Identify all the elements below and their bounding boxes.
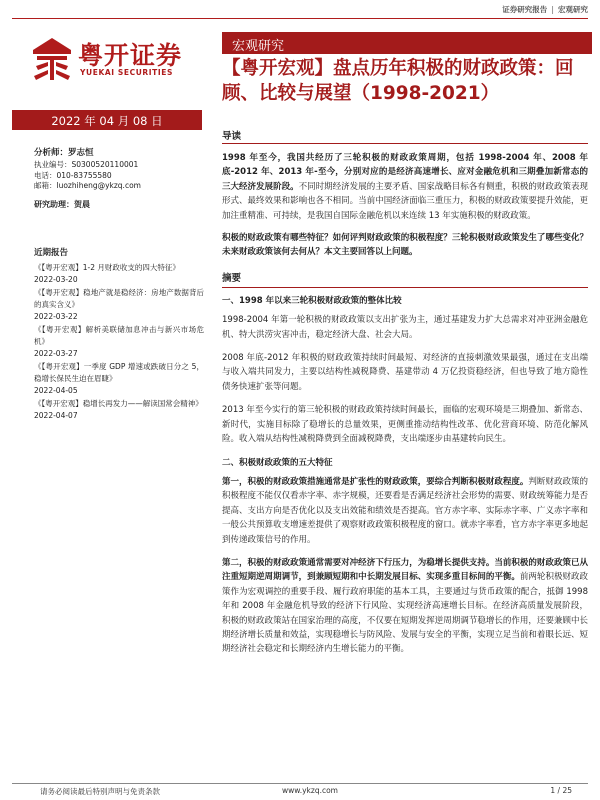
report-tags bbox=[502, 4, 588, 15]
section-heading-2: 二、积极财政政策的五大特征 bbox=[222, 457, 333, 468]
logo-chinese-name: 粤开证券 bbox=[78, 41, 183, 70]
section-heading-daodu: 导读 bbox=[222, 131, 242, 142]
logo-english-name: YUEKAI SECURITIES bbox=[80, 68, 173, 77]
recent-report-item[interactable] bbox=[34, 398, 204, 422]
logo-mark-icon bbox=[30, 36, 74, 82]
lead-text: 不同时期经济发展的主要矛盾、国家战略目标各有侧重，积极的财政政策表现形式、最终效果和影响也各不相同。当前中国经济面临三重压力，积极的财政政策要提升效能，更加注重精准、可持续，是我国自国际金融危机以来连续 13 年实施积极的财政政策。 bbox=[222, 181, 588, 221]
analyst-name: 分析师：罗志恒 bbox=[34, 148, 94, 158]
recent-report-item[interactable] bbox=[34, 262, 204, 286]
paragraph-4 bbox=[222, 475, 588, 547]
footer-website[interactable]: www.ykzq.com bbox=[282, 786, 338, 795]
category-banner: 宏观研究 bbox=[222, 32, 592, 54]
recent-report-item[interactable] bbox=[34, 324, 204, 360]
paragraph-5-text: 前两轮积极财政政策作为宏观调控的重要手段、履行政府职能的基本工具，主要通过与货币政策的配合，抵御 1998 年和 2008 年金融危机导致的经济下行风险、实现经济高速增长目标。在经济高质量发展阶段，积极的财政政策站在国家治理的高度，不仅要在短期发挥逆周期调节稳增长的作用，还要兼顾中长期经济增长质量和效益，实现稳增长与防风险、发展与安全的平衡，实现立足当前和着眼长远、短期经济社会稳定和长期经济内生增长能力的平衡。 bbox=[222, 572, 588, 655]
recent-report-date: 2022-03-27 bbox=[34, 348, 78, 358]
company-logo bbox=[30, 36, 210, 86]
recent-report-title: 《【粤开宏观】一季度 GDP 增速或跌破日分之 5，稳增长保民生迫在眉睫》 bbox=[34, 361, 204, 383]
lead-paragraph bbox=[222, 151, 588, 223]
paragraph-5 bbox=[222, 556, 588, 657]
recent-report-title: 《【粤开宏观】1-2 月财政收支的四大特征》 bbox=[34, 262, 180, 272]
sidebar bbox=[34, 146, 204, 423]
key-questions: 积极的财政政策有哪些特征？如何评判财政政策的积极程度？三轮积极财政政策发生了哪些变化？未来财政政策该何去何从？本文主要回答以上问题。 bbox=[222, 233, 588, 258]
recent-report-title: 《【粤开宏观】解析美联储加息冲击与新兴市场危机》 bbox=[34, 324, 204, 346]
report-title: 【粤开宏观】盘点历年积极的财政政策：回顾、比较与展望（1998-2021） bbox=[222, 58, 574, 104]
paragraph-4-text: 判断财政政策的积极程度不能仅仅看赤字率、赤字规模，还要看是否满足经济社会形势的需要、财政统筹能力是否提高、支出方向是否优化以及支出效能和绩效是否提高。官方赤字率、实际赤字率、广义赤字率和一般公共预算收支增速差提供了观察财政政策积极程度的窗口。就赤字率看，官方赤字率更多地起到传递政策信号的作用。 bbox=[222, 476, 588, 545]
category-tag: 宏观研究 bbox=[558, 5, 588, 14]
daodu-rule bbox=[222, 143, 588, 144]
section-heading-1: 一、1998 年以来三轮积极财政政策的整体比较 bbox=[222, 295, 402, 306]
report-date: 2022 年 04 月 08 日 bbox=[12, 110, 202, 130]
top-rule bbox=[12, 18, 588, 19]
recent-report-title: 《【粤开宏观】稳地产就是稳经济：房地产数据背后的真实含义》 bbox=[34, 287, 204, 309]
recent-report-item[interactable] bbox=[34, 287, 204, 323]
analyst-cert: 执业编号：S0300520110001 bbox=[34, 160, 139, 169]
section-heading-zhaiyao: 摘要 bbox=[222, 272, 242, 284]
tag-separator: | bbox=[551, 5, 554, 14]
paragraph-4-bold: 第一，积极的财政政策措施通常是扩张性的财政政策，要综合判断积极财政程度。 bbox=[222, 476, 529, 487]
recent-report-title: 《【粤开宏观】稳增长再发力——解读国常会精神》 bbox=[34, 398, 203, 408]
footer-disclaimer: 请务必阅读最后特别声明与免责条款 bbox=[40, 787, 160, 796]
recent-report-date: 2022-03-22 bbox=[34, 311, 78, 321]
footer-rule bbox=[12, 783, 588, 784]
recent-report-date: 2022-03-20 bbox=[34, 274, 78, 284]
recent-reports-heading: 近期报告 bbox=[34, 247, 69, 258]
paragraph-1: 1998-2004 年第一轮积极的财政政策以支出扩张为主，通过基建发力扩大总需求对冲亚洲金融危机、特大洪涝灾害冲击，稳定经济大盘、社会大局。 bbox=[222, 315, 588, 340]
main-content bbox=[222, 151, 588, 666]
top-header bbox=[0, 0, 600, 22]
recent-report-item[interactable] bbox=[34, 361, 204, 397]
paragraph-5-bold: 第二，积极的财政政策通常需要对冲经济下行压力，为稳增长提供支持。当前积极的财政政策已从注重短期逆周期调节，到兼顾短期和中长期发展目标、实现多重目标间的平衡。 bbox=[222, 557, 588, 583]
recent-report-date: 2022-04-07 bbox=[34, 410, 78, 420]
research-assistant: 研究助理：贺晨 bbox=[34, 199, 90, 209]
analyst-email[interactable]: 邮箱：luozhiheng@ykzq.com bbox=[34, 181, 141, 190]
lead-bold-text: 1998 年至今，我国共经历了三轮积极的财政政策周期，包括 1998-2004 年、2008 年底-2012 年、2013 年-至今，分别对应的是经济高速增长、应对金融危机和三期叠加新常态的三大经济发展阶段。 bbox=[222, 153, 588, 192]
recent-report-date: 2022-04-05 bbox=[34, 385, 78, 395]
paragraph-2: 2008 年底-2012 年积极的财政政策持续时间最短、对经济的直接刺激效果最强，通过在支出端与收入端共同发力，主要以结构性减税降费、基建带动 4 万亿投资稳经济，但也导致了地方隐性债务快速扩张等问题。 bbox=[222, 353, 588, 392]
paragraph-3: 2013 年至今实行的第三轮积极的财政政策持续时间最长，面临的宏观环境是三期叠加、新常态、新时代，实施目标除了稳增长的总量效果，更侧重推动结构性改革、优化营商环境、防范化解风险。收入端从结构性减税降费到全面减税降费，支出端逐步由基建转向民生。 bbox=[222, 405, 588, 445]
page-number: 1 / 25 bbox=[550, 786, 572, 795]
zhaiyao-rule bbox=[222, 287, 588, 288]
analyst-phone: 电话：010-83755580 bbox=[34, 170, 112, 180]
report-type-tag: 证券研究报告 bbox=[502, 5, 548, 14]
